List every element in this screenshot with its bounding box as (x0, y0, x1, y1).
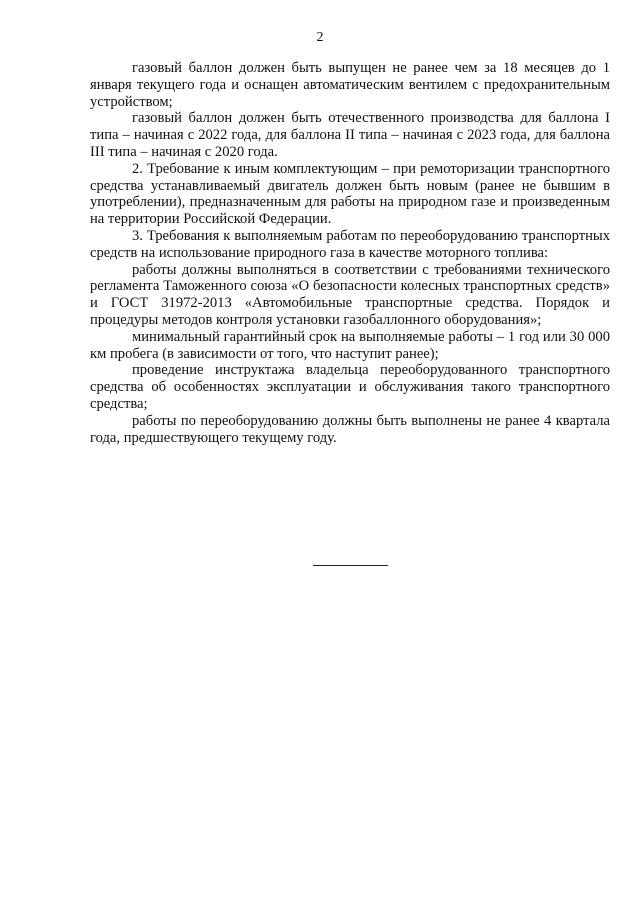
paragraph-cylinder-domestic-production: газовый баллон должен быть отечественного производства для баллона I типа – начиная с 2022 года, для баллона II типа – начиная с 2023 года, для баллона III типа – начиная с 2020 года. (90, 110, 610, 160)
paragraph-works-compliance: работы должны выполняться в соответствии с требованиями технического регламента Таможенного союза «О безопасности колесных транспортных средств» и ГОСТ 31972-2013 «Автомобильные транспортные средства. Порядок и процедуры методов контроля установки газобаллонного оборудования»; (90, 261, 610, 328)
paragraph-item-2-components: 2. Требование к иным комплектующим – при ремоторизации транспортного средства устанавливаемый двигатель должен быть новым (ранее не бывшим в употреблении), предназначенным для работы на природном газе и произведенным на территории Российской Федерации. (90, 160, 610, 228)
end-separator-line (313, 565, 388, 566)
paragraph-warranty: минимальный гарантийный срок на выполняемые работы – 1 год или 30 000 км пробега (в зависимости от того, что наступит ранее); (90, 328, 610, 362)
document-body (90, 60, 610, 446)
paragraph-cylinder-manufacture-date: газовый баллон должен быть выпущен не ранее чем за 18 месяцев до 1 января текущего года и оснащен автоматическим вентилем с предохранительным устройством; (90, 60, 610, 110)
paragraph-item-3-works: 3. Требования к выполняемым работам по переоборудованию транспортных средств на использование природного газа в качестве моторного топлива: (90, 227, 610, 261)
paragraph-works-deadline: работы по переоборудованию должны быть выполнены не ранее 4 квартала года, предшествующего текущему году. (90, 412, 610, 446)
page-number: 2 (316, 30, 324, 45)
paragraph-owner-briefing: проведение инструктажа владельца переоборудованного транспортного средства об особенностях эксплуатации и обслуживания такого транспортного средства; (90, 362, 610, 412)
